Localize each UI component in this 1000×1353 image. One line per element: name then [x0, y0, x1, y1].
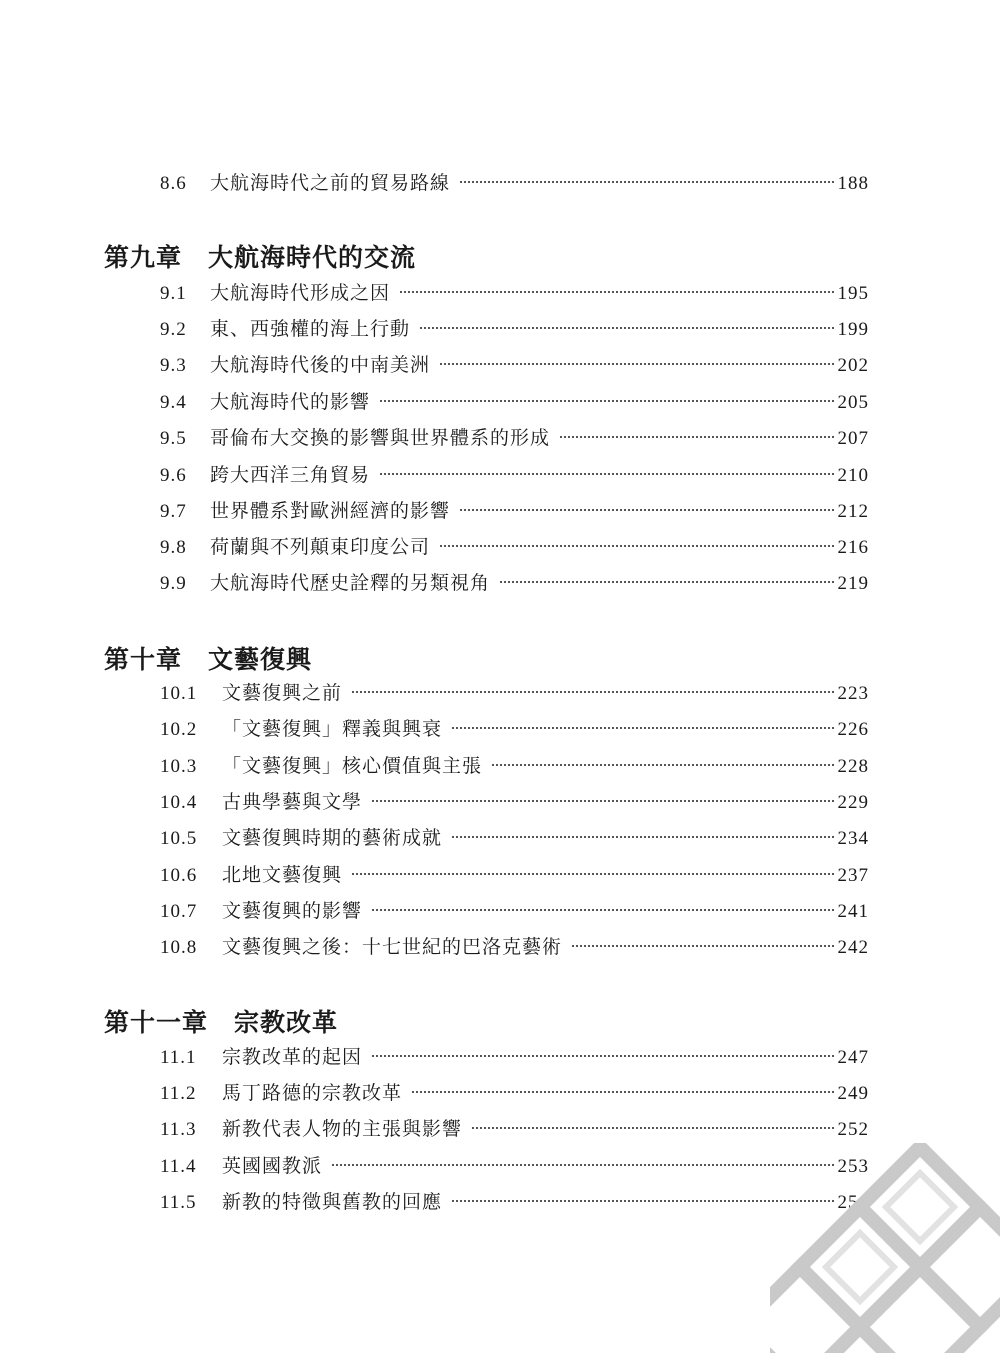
entry-title: 世界體系對歐洲經濟的影響 [210, 500, 451, 522]
entry-number: 9.9 [160, 573, 187, 594]
entry-number: 9.1 [160, 283, 187, 304]
entry-number: 9.2 [160, 319, 187, 340]
dot-leader [372, 1054, 833, 1057]
chapter-heading[interactable] [104, 238, 416, 274]
entry-number: 10.1 [160, 683, 198, 704]
dot-leader [352, 690, 833, 693]
chapter-title: 宗教改革 [234, 1008, 339, 1037]
toc-entry[interactable] [160, 1151, 869, 1181]
entry-page: 223 [837, 683, 869, 704]
dot-leader [332, 1163, 833, 1166]
entry-page: 253 [837, 1156, 869, 1177]
entry-page: 202 [837, 355, 869, 376]
entry-title: 「文藝復興」釋義與興衰 [222, 718, 443, 740]
entry-title: 東、西強權的海上行動 [210, 318, 411, 340]
entry-page: 210 [837, 465, 869, 486]
dot-leader [372, 908, 833, 911]
toc-entry[interactable] [160, 751, 869, 781]
entry-page: 226 [837, 719, 869, 740]
entry-page: 234 [837, 828, 869, 849]
dot-leader [460, 180, 833, 183]
entry-page: 219 [837, 573, 869, 594]
entry-title: 荷蘭與不列顛東印度公司 [210, 536, 431, 558]
entry-page: 199 [837, 319, 869, 340]
toc-entry[interactable] [160, 678, 869, 708]
chapter-heading[interactable] [104, 1003, 338, 1039]
chapter-number: 第十章 [104, 645, 183, 674]
entry-number: 10.3 [160, 756, 198, 777]
toc-entry[interactable] [160, 314, 869, 344]
entry-number: 9.4 [160, 392, 187, 413]
toc-entry[interactable] [160, 1042, 869, 1072]
entry-page: 237 [837, 865, 869, 886]
entry-title: 宗教改革的起因 [222, 1046, 363, 1068]
entry-page: 252 [837, 1119, 869, 1140]
entry-title: 文藝復興的影響 [222, 900, 363, 922]
dot-leader [400, 290, 833, 293]
entry-title: 古典學藝與文學 [222, 791, 363, 813]
entry-number: 11.4 [160, 1156, 197, 1177]
entry-title: 北地文藝復興 [222, 864, 343, 886]
entry-title: 新教代表人物的主張與影響 [222, 1118, 463, 1140]
dot-leader [372, 799, 833, 802]
entry-number: 11.1 [160, 1047, 197, 1068]
dot-leader [380, 472, 833, 475]
toc-entry[interactable] [160, 1078, 869, 1108]
entry-title: 哥倫布大交換的影響與世界體系的形成 [210, 427, 551, 449]
dot-leader [500, 580, 833, 583]
entry-title: 新教的特徵與舊教的回應 [222, 1191, 443, 1213]
entry-number: 11.5 [160, 1192, 197, 1213]
dot-leader [440, 544, 833, 547]
chapter-heading[interactable] [104, 640, 312, 676]
entry-number: 10.6 [160, 865, 198, 886]
entry-number: 9.3 [160, 355, 187, 376]
dot-leader [412, 1090, 833, 1093]
entry-page: 241 [837, 901, 869, 922]
entry-title: 大航海時代之前的貿易路線 [210, 172, 451, 194]
entry-page: 249 [837, 1083, 869, 1104]
toc-entry[interactable] [160, 1114, 869, 1144]
entry-title: 馬丁路德的宗教改革 [222, 1082, 403, 1104]
entry-title: 「文藝復興」核心價值與主張 [222, 755, 483, 777]
toc-entry[interactable] [160, 532, 869, 562]
entry-page: 205 [837, 392, 869, 413]
entry-number: 9.5 [160, 428, 187, 449]
dot-leader [452, 835, 833, 838]
dot-leader [440, 362, 833, 365]
chapter-title: 大航海時代的交流 [208, 243, 417, 272]
entry-title: 大航海時代的影響 [210, 391, 371, 413]
toc-entry[interactable] [160, 860, 869, 890]
entry-number: 11.2 [160, 1083, 197, 1104]
dot-leader [492, 763, 833, 766]
toc-entry[interactable] [160, 714, 869, 744]
dot-leader [572, 944, 833, 947]
toc-entry[interactable] [160, 496, 869, 526]
entry-page: 247 [837, 1047, 869, 1068]
toc-entry[interactable] [160, 932, 869, 962]
entry-page: 188 [837, 173, 869, 194]
dot-leader [472, 1126, 833, 1129]
entry-page: 228 [837, 756, 869, 777]
toc-entry[interactable] [160, 823, 869, 853]
entry-page: 229 [837, 792, 869, 813]
entry-title: 大航海時代後的中南美洲 [210, 354, 431, 376]
toc-entry[interactable] [160, 787, 869, 817]
entry-number: 9.8 [160, 537, 187, 558]
entry-number: 9.6 [160, 465, 187, 486]
diamond-lattice-watermark-icon [770, 1143, 1000, 1353]
entry-page: 207 [837, 428, 869, 449]
dot-leader [452, 726, 833, 729]
entry-page: 216 [837, 537, 869, 558]
dot-leader [560, 435, 833, 438]
entry-number: 11.3 [160, 1119, 197, 1140]
entry-number: 8.6 [160, 173, 187, 194]
entry-number: 10.5 [160, 828, 198, 849]
toc-entry[interactable] [160, 278, 869, 308]
entry-page: 242 [837, 937, 869, 958]
dot-leader [420, 326, 833, 329]
toc-entry[interactable] [160, 460, 869, 490]
entry-title: 文藝復興時期的藝術成就 [222, 827, 443, 849]
entry-page: 256 [837, 1192, 869, 1213]
entry-title: 跨大西洋三角貿易 [210, 464, 371, 486]
entry-title: 大航海時代形成之因 [210, 282, 391, 304]
entry-title: 英國國教派 [222, 1155, 323, 1177]
dot-leader [352, 872, 833, 875]
chapter-number: 第十一章 [104, 1008, 209, 1037]
entry-title: 文藝復興之前 [222, 682, 343, 704]
entry-number: 10.2 [160, 719, 198, 740]
toc-entry[interactable] [160, 168, 869, 198]
entry-number: 10.7 [160, 901, 198, 922]
entry-title: 大航海時代歷史詮釋的另類視角 [210, 572, 491, 594]
entry-number: 10.8 [160, 937, 198, 958]
toc-entry[interactable] [160, 350, 869, 380]
entry-page: 212 [837, 501, 869, 522]
dot-leader [380, 399, 833, 402]
toc-entry[interactable] [160, 1187, 869, 1217]
entry-page: 195 [837, 283, 869, 304]
toc-entry[interactable] [160, 568, 869, 598]
dot-leader [460, 508, 833, 511]
toc-entry[interactable] [160, 896, 869, 926]
chapter-number: 第九章 [104, 243, 183, 272]
entry-number: 10.4 [160, 792, 198, 813]
toc-entry[interactable] [160, 423, 869, 453]
chapter-title: 文藝復興 [208, 645, 313, 674]
toc-entry[interactable] [160, 387, 869, 417]
entry-title: 文藝復興之後：十七世紀的巴洛克藝術 [222, 936, 563, 958]
entry-number: 9.7 [160, 501, 187, 522]
